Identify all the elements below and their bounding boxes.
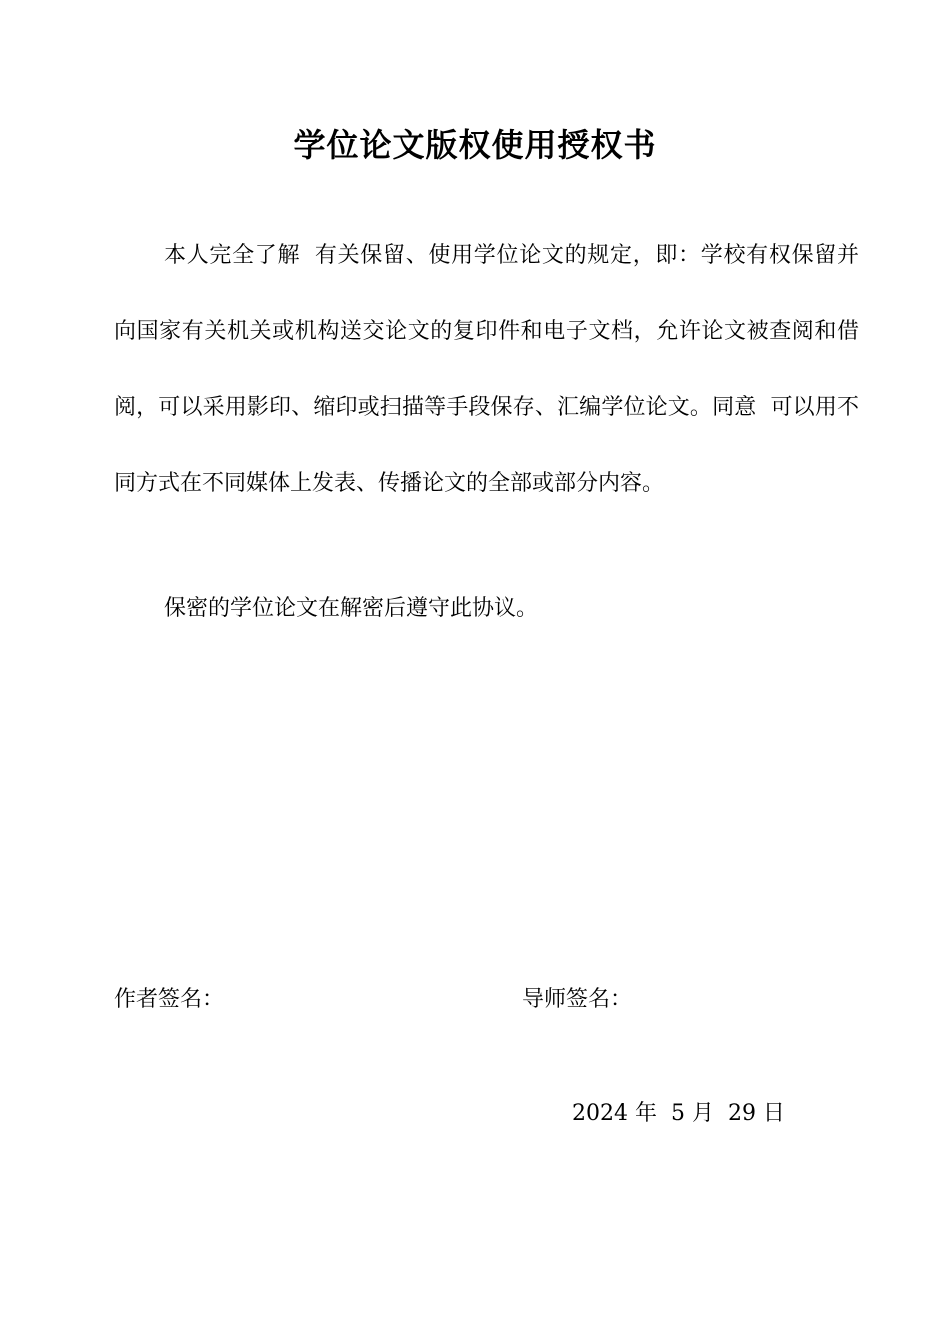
signing-date: 2024 年 5 月 29 日 xyxy=(572,1101,785,1126)
advisor-signature-label: 导师签名： xyxy=(522,987,633,1012)
paragraph-text-part3: 可以用不同方式在不同媒体上发表、传播论文的全部或部分内容。 xyxy=(114,395,859,496)
author-signature-label: 作者签名： xyxy=(114,987,225,1012)
confidential-paragraph: 保密的学位论文在解密后遵守此协议。 xyxy=(164,596,539,621)
paragraph-text-part1: 本人完全了解 xyxy=(164,243,301,268)
authorization-paragraph xyxy=(114,218,859,522)
document-title: 学位论文版权使用授权书 xyxy=(293,126,657,164)
paragraph-text-part2: 有关保留、使用学位论文的规定，即：学校有权保留并向国家有关机关或机构送交论文的复印件和电子文档，允许论文被查阅和借阅，可以采用影印、缩印或扫描等手段保存、汇编学位论文。同意 xyxy=(114,243,859,420)
